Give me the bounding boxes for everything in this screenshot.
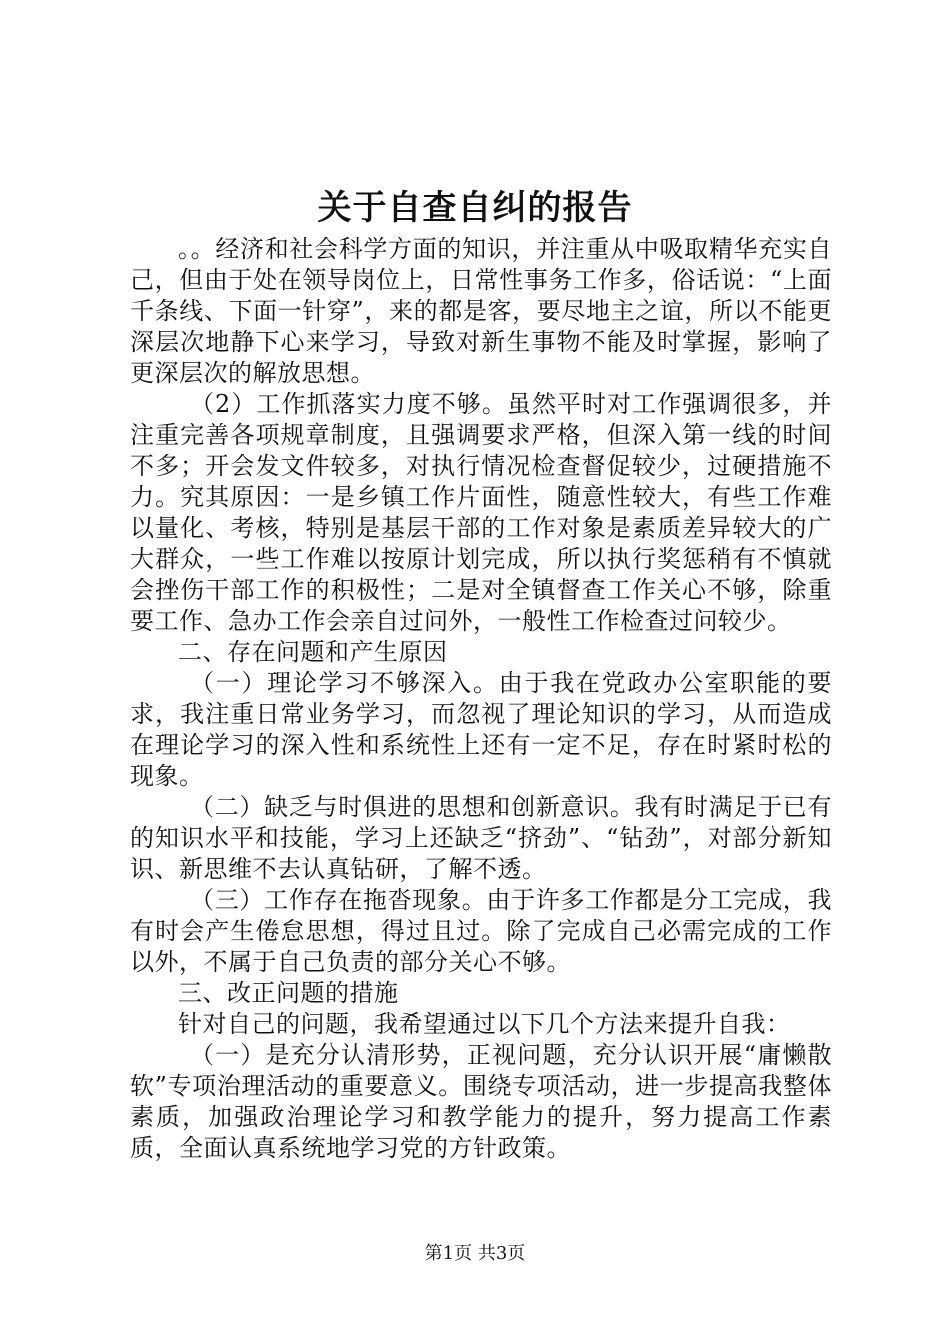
- paragraph-2: （2）工作抓落实力度不够。虽然平时对工作强调很多，并注重完善各项规章制度，且强调要求严格，但深入第一线的时间不多；开会发文件较多，对执行情况检查督促较少，过硬措施不力。究其原因：一是乡镇工作片面性，随意性较大，有些工作难以量化、考核，特别是基层干部的工作对象是素质差异较大的广大群众，一些工作难以按原计划完成，所以执行奖惩稍有不慎就会挫伤干部工作的积极性；二是对全镇督查工作关心不够，除重要工作、急办工作会亲自过问外，一般性工作检查过问较少。: [130, 390, 832, 635]
- paragraph-5: （三）工作存在拖沓现象。由于许多工作都是分工完成，我有时会产生倦怠思想，得过且过。除了完成自己必需完成的工作以外，不属于自己负责的部分关心不够。: [130, 886, 832, 976]
- section-heading-2: 二、存在问题和产生原因: [178, 638, 448, 666]
- paragraph-7: （一）是充分认清形势，正视问题，充分认识开展“庸懒散软”专项治理活动的重要意义。围绕专项活动，进一步提高我整体素质，加强政治理论学习和教学能力的提升，努力提高工作素质，全面认真系统地学习党的方针政策。: [130, 1041, 832, 1162]
- paragraph-3: （一）理论学习不够深入。由于我在党政办公室职能的要求，我注重日常业务学习，而忽视了理论知识的学习，从而造成在理论学习的深入性和系统性上还有一定不足，存在时紧时松的现象。: [130, 669, 832, 790]
- document-body: [130, 234, 832, 1164]
- page-footer: 第1页 共3页: [424, 1243, 526, 1264]
- paragraph-6: 针对自己的问题，我希望通过以下几个方法来提升自我：: [178, 1010, 791, 1038]
- paragraph-1: 。。经济和社会科学方面的知识，并注重从中吸取精华充实自己，但由于处在领导岗位上，日常性事务工作多，俗话说：“上面千条线、下面一针穿”，来的都是客，要尽地主之谊，所以不能更深层次地静下心来学习，导致对新生事物不能及时掌握，影响了更深层次的解放思想。: [130, 235, 832, 387]
- paragraph-4: （二）缺乏与时俱进的思想和创新意识。我有时满足于已有的知识水平和技能，学习上还缺乏“挤劲”、“钻劲”，对部分新知识、新思维不去认真钻研，了解不透。: [130, 793, 832, 883]
- document-title: 关于自查自纠的报告: [317, 188, 633, 228]
- section-heading-3: 三、改正问题的措施: [178, 979, 399, 1007]
